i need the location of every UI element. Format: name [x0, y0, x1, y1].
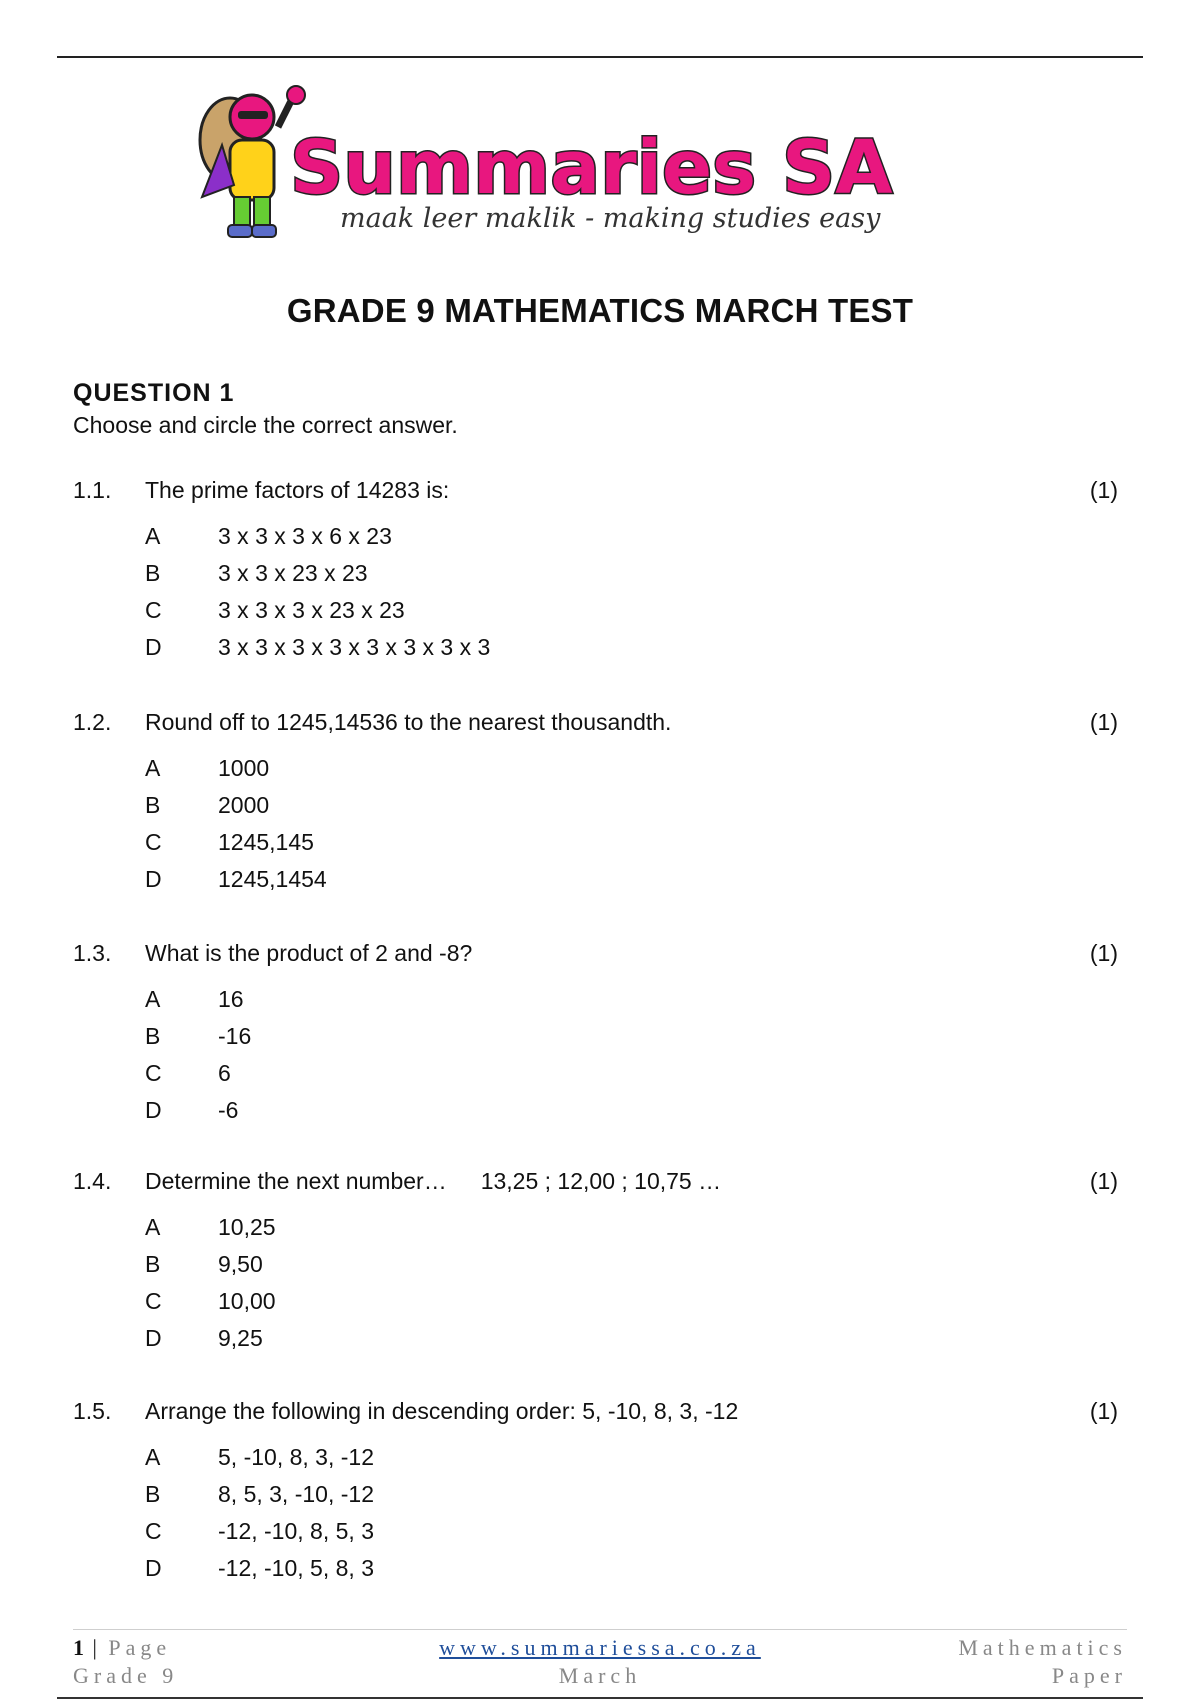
marks: (1) [1089, 1398, 1118, 1424]
question-text-main: Determine the next number… [145, 1168, 447, 1194]
question-item [73, 1398, 1118, 1592]
option-text: 9,25 [218, 1325, 263, 1351]
question-text: Round off to 1245,14536 to the nearest thousandth. [145, 709, 672, 735]
option-text: 9,50 [218, 1251, 263, 1277]
option-text: -6 [218, 1097, 239, 1123]
logo-tagline: maak leer maklik - making studies easy [340, 203, 881, 234]
option-text: 2000 [218, 792, 270, 818]
option-letter: C [145, 1288, 162, 1314]
page-label: Page [108, 1635, 172, 1660]
question-text: What is the product of 2 and -8? [145, 940, 473, 966]
option-text: -16 [218, 1023, 252, 1049]
option-d[interactable] [73, 1325, 1118, 1362]
option-letter: D [145, 1555, 162, 1581]
website-link[interactable]: www.summariessa.co.za [439, 1635, 761, 1660]
question-number: 1.4. [73, 1168, 112, 1194]
option-c[interactable] [73, 829, 1118, 866]
logo-text: Summaries SA [290, 125, 893, 211]
option-d[interactable] [73, 866, 1118, 903]
option-letter: D [145, 634, 162, 660]
option-c[interactable] [73, 1288, 1118, 1325]
option-letter: B [145, 1023, 161, 1049]
marks: (1) [1089, 709, 1118, 735]
option-text: 10,00 [218, 1288, 276, 1314]
option-a[interactable] [73, 523, 1118, 560]
option-letter: D [145, 866, 162, 892]
summaries-sa-logo [190, 85, 1020, 255]
option-a[interactable] [73, 1214, 1118, 1251]
option-letter: B [145, 1251, 161, 1277]
option-letter: B [145, 560, 161, 586]
option-b[interactable] [73, 1023, 1118, 1060]
option-letter: C [145, 597, 162, 623]
option-a[interactable] [73, 986, 1118, 1023]
option-letter: C [145, 829, 162, 855]
footer-subject: Mathematics [958, 1635, 1127, 1660]
option-text: 3 x 3 x 3 x 23 x 23 [218, 597, 405, 623]
question-item [73, 709, 1118, 903]
page-number: 1 [73, 1635, 84, 1660]
option-letter: C [145, 1060, 162, 1086]
option-c[interactable] [73, 1518, 1118, 1555]
option-text: 3 x 3 x 23 x 23 [218, 560, 368, 586]
question-number: 1.3. [73, 940, 112, 966]
footer-paper: Paper [1051, 1663, 1127, 1688]
option-letter: A [145, 1214, 161, 1240]
footer-grade: Grade 9 [73, 1663, 179, 1688]
option-text: 1245,1454 [218, 866, 327, 892]
top-rule [57, 56, 1143, 58]
option-text: 8, 5, 3, -10, -12 [218, 1481, 374, 1507]
option-a[interactable] [73, 1444, 1118, 1481]
option-c[interactable] [73, 1060, 1118, 1097]
question-item [73, 477, 1118, 671]
option-text: 1000 [218, 755, 270, 781]
marks: (1) [1089, 477, 1118, 503]
question-instruction: Choose and circle the correct answer. [73, 412, 458, 438]
option-letter: A [145, 523, 161, 549]
option-letter: B [145, 792, 161, 818]
option-letter: A [145, 986, 161, 1012]
question-heading: QUESTION 1 [73, 379, 235, 407]
question-number: 1.1. [73, 477, 112, 503]
question-text: The prime factors of 14283 is: [145, 477, 450, 503]
option-letter: D [145, 1325, 162, 1351]
option-text: 3 x 3 x 3 x 3 x 3 x 3 x 3 x 3 [218, 634, 491, 660]
footer-right [958, 1634, 1127, 1690]
option-letter: A [145, 755, 161, 781]
option-letter: B [145, 1481, 161, 1507]
question-text [145, 1168, 721, 1195]
option-d[interactable] [73, 1097, 1118, 1134]
option-text: 6 [218, 1060, 231, 1086]
option-text: 3 x 3 x 3 x 6 x 23 [218, 523, 392, 549]
question-item [73, 1168, 1118, 1362]
option-b[interactable] [73, 792, 1118, 829]
question-number: 1.2. [73, 709, 112, 735]
option-letter: A [145, 1444, 161, 1470]
option-text: -12, -10, 8, 5, 3 [218, 1518, 374, 1544]
marks: (1) [1089, 940, 1118, 966]
option-d[interactable] [73, 634, 1118, 671]
option-letter: D [145, 1097, 162, 1123]
option-text: 10,25 [218, 1214, 276, 1240]
option-b[interactable] [73, 560, 1118, 597]
bottom-rule [57, 1697, 1143, 1699]
option-a[interactable] [73, 755, 1118, 792]
option-text: -12, -10, 5, 8, 3 [218, 1555, 374, 1581]
option-b[interactable] [73, 1251, 1118, 1288]
number-sequence: 13,25 ; 12,00 ; 10,75 … [480, 1168, 722, 1194]
option-d[interactable] [73, 1555, 1118, 1592]
option-text: 5, -10, 8, 3, -12 [218, 1444, 374, 1470]
option-letter: C [145, 1518, 162, 1544]
option-text: 1245,145 [218, 829, 314, 855]
footer-month: March [558, 1663, 642, 1688]
option-text: 16 [218, 986, 244, 1012]
question-number: 1.5. [73, 1398, 112, 1424]
question-item [73, 940, 1118, 1134]
question-text: Arrange the following in descending order: 5, -10, 8, 3, -12 [145, 1398, 739, 1424]
option-c[interactable] [73, 597, 1118, 634]
footer-separator: | [84, 1635, 109, 1660]
page-title: GRADE 9 MATHEMATICS MARCH TEST [286, 292, 914, 329]
marks: (1) [1089, 1168, 1118, 1194]
footer-rule [73, 1629, 1127, 1630]
option-b[interactable] [73, 1481, 1118, 1518]
